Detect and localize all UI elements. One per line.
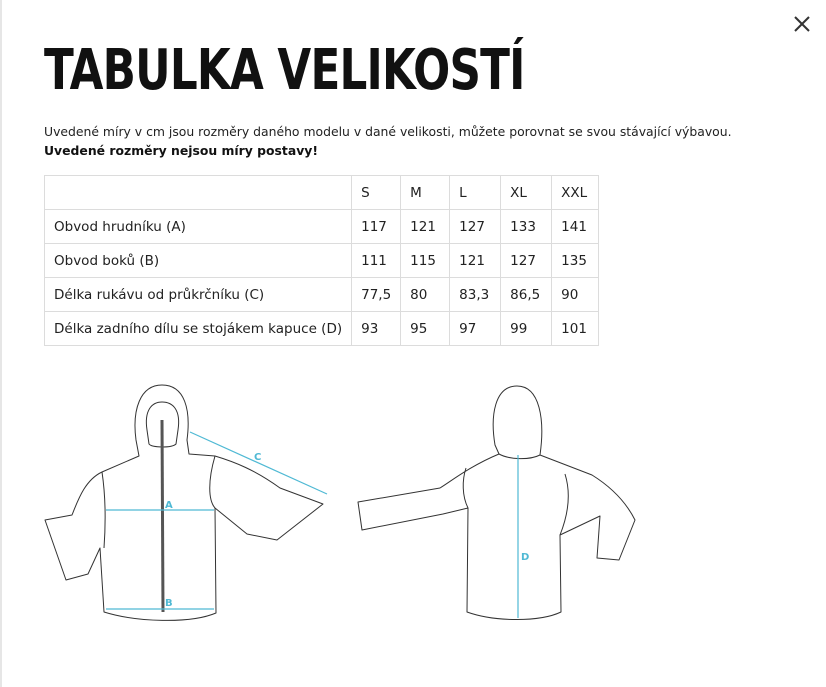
- label-b: B: [165, 598, 173, 609]
- table-cell: 127: [501, 244, 552, 278]
- table-cell: 83,3: [450, 278, 501, 312]
- jacket-diagram: [40, 380, 650, 640]
- intro-text: Uvedené míry v cm jsou rozměry daného modelu v dané velikosti, můžete porovnat se svou stávající výbavou.: [44, 124, 732, 139]
- header-cell: [45, 176, 352, 210]
- table-cell: 90: [552, 278, 599, 312]
- label-d: D: [521, 552, 530, 563]
- table-cell: 97: [450, 312, 501, 346]
- page-edge-divider: [0, 0, 2, 687]
- row-label: Délka zadního dílu se stojákem kapuce (D): [45, 312, 352, 346]
- header-cell-xl: XL: [501, 176, 552, 210]
- table-cell: 86,5: [501, 278, 552, 312]
- row-label: Obvod boků (B): [45, 244, 352, 278]
- table-cell: 95: [401, 312, 450, 346]
- table-cell: 99: [501, 312, 552, 346]
- table-row: [45, 210, 599, 244]
- table-cell: 121: [401, 210, 450, 244]
- table-row: [45, 312, 599, 346]
- table-row: [45, 278, 599, 312]
- jacket-back-icon: [358, 386, 635, 620]
- measure-c-line: [190, 432, 327, 494]
- close-button[interactable]: [789, 11, 815, 37]
- header-cell-xxl: XXL: [552, 176, 599, 210]
- close-icon: [789, 11, 815, 37]
- row-label: Délka rukávu od průkrčníku (C): [45, 278, 352, 312]
- table-cell: 93: [352, 312, 401, 346]
- table-cell: 115: [401, 244, 450, 278]
- label-c: C: [254, 452, 262, 463]
- zipper-line: [162, 420, 163, 612]
- jacket-front-icon: [45, 385, 323, 620]
- table-cell: 101: [552, 312, 599, 346]
- modal-title: TABULKA VELIKOSTÍ: [44, 38, 525, 103]
- row-label: Obvod hrudníku (A): [45, 210, 352, 244]
- table-cell: 127: [450, 210, 501, 244]
- table-cell: 77,5: [352, 278, 401, 312]
- header-cell-l: L: [450, 176, 501, 210]
- size-table-header-row: [45, 176, 599, 210]
- table-cell: 121: [450, 244, 501, 278]
- table-cell: 135: [552, 244, 599, 278]
- warning-text: Uvedené rozměry nejsou míry postavy!: [44, 143, 319, 158]
- table-cell: 80: [401, 278, 450, 312]
- table-cell: 111: [352, 244, 401, 278]
- header-cell-m: M: [401, 176, 450, 210]
- size-table: [44, 175, 599, 346]
- header-cell-s: S: [352, 176, 401, 210]
- table-cell: 117: [352, 210, 401, 244]
- measure-lines: [106, 420, 518, 618]
- table-row: [45, 244, 599, 278]
- table-cell: 141: [552, 210, 599, 244]
- table-cell: 133: [501, 210, 552, 244]
- label-a: A: [165, 500, 173, 511]
